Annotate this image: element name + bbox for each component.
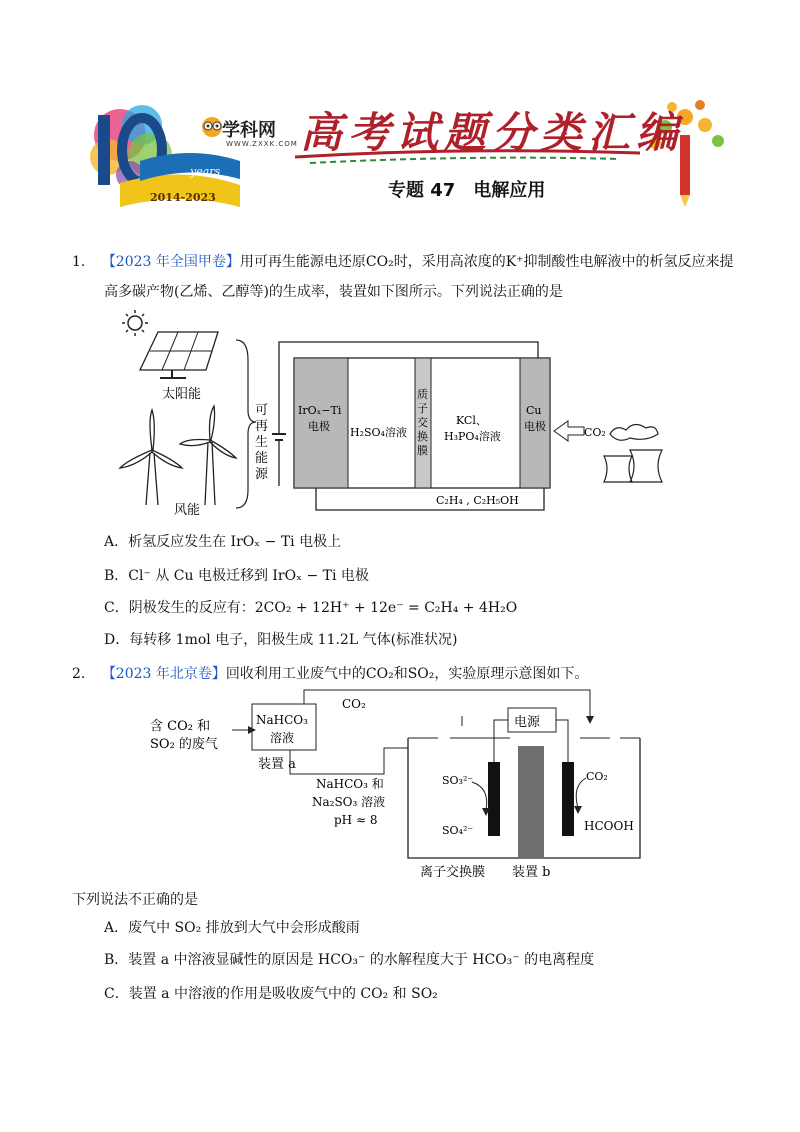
- co2-inlet-arrow: [554, 421, 584, 441]
- waste-gas-label-2: SO₂ 的废气: [150, 737, 218, 752]
- co2-right-label: CO₂: [586, 770, 608, 783]
- question-number: 2.: [72, 666, 86, 682]
- feed-label-2: Na₂SO₃ 溶液: [312, 795, 386, 809]
- svg-text:交: 交: [417, 416, 428, 429]
- option-a[interactable]: A．废气中 SO₂ 排放到大气中会形成酸雨: [104, 920, 360, 936]
- svg-text:质: 质: [417, 388, 428, 401]
- products-label: C₂H₄ , C₂H₅OH: [436, 494, 519, 507]
- feed-label-3: pH ≈ 8: [334, 813, 378, 827]
- electrolysis-diagram-2: [140, 686, 680, 882]
- electrolysis-diagram-1: [110, 310, 670, 520]
- svg-text:源: 源: [255, 467, 269, 482]
- membrane-label: [417, 387, 428, 457]
- device-a-solution: NaHCO₃: [256, 713, 308, 727]
- solar-label: 太阳能: [162, 387, 202, 402]
- brace: [236, 340, 256, 508]
- option-c[interactable]: C．装置 a 中溶液的作用是吸收废气中的 CO₂ 和 SO₂: [104, 986, 438, 1002]
- feed-label: NaHCO₃ 和: [316, 777, 384, 791]
- cathode-label: Cu: [526, 404, 542, 417]
- right-solution-label: KCl、: [456, 414, 487, 427]
- right-solution-label-2: H₃PO₄溶液: [444, 430, 501, 443]
- solar-panel-icon: [140, 332, 218, 378]
- brand-name: 学科网: [222, 120, 276, 141]
- svg-text:生: 生: [255, 435, 269, 450]
- formic-acid-label: HCOOH: [584, 819, 634, 833]
- sun-icon: [122, 310, 148, 336]
- anode-label-2: 电极: [308, 420, 330, 433]
- svg-text:可: 可: [255, 403, 269, 418]
- ion-exchange-membrane: [518, 746, 544, 858]
- option-b[interactable]: B．装置 a 中溶液显碱性的原因是 HCO₃⁻ 的水解程度大于 HCO₃⁻ 的电离程度: [104, 952, 595, 968]
- cathode-electrode: [562, 762, 574, 836]
- brand-url: WWW.ZXXK.COM: [226, 140, 298, 148]
- series-title: 高考试题分类汇编: [300, 108, 685, 157]
- cathode-label-2: 电极: [524, 420, 546, 433]
- device-b-label: 装置 b: [512, 865, 551, 880]
- option-c[interactable]: C．阴极发生的反应有：2CO₂ + 12H⁺ + 12e⁻ = C₂H₄ + 4H₂O: [104, 600, 518, 616]
- sulfate-label: SO₄²⁻: [442, 824, 474, 837]
- svg-text:子: 子: [417, 402, 428, 415]
- left-solution-label: H₂SO₄溶液: [350, 426, 407, 439]
- question-number: 1.: [72, 254, 86, 270]
- power-source-label: 电源: [514, 715, 541, 730]
- option-b[interactable]: B．Cl⁻ 从 Cu 电极迁移到 IrOₓ − Ti 电极: [104, 568, 369, 584]
- sulfite-label: SO₃²⁻: [442, 774, 474, 787]
- question-source: 【2023 年北京卷】: [101, 666, 226, 682]
- question-text-line1: 用可再生能源电还原CO₂时，采用高浓度的K⁺抑制酸性电解液中的析氢反应来提: [239, 254, 734, 270]
- wind-turbine-icon: [120, 406, 236, 505]
- owl-logo-icon: [202, 117, 222, 137]
- question-text-line1: 回收利用工业废气中的CO₂和SO₂，实验原理示意图如下。: [225, 666, 589, 682]
- svg-text:能: 能: [255, 451, 269, 466]
- svg-text:膜: 膜: [417, 444, 428, 457]
- anode-label: IrOₓ−Ti: [298, 404, 342, 417]
- device-a-solution-2: 溶液: [270, 731, 295, 745]
- option-d[interactable]: D．每转移 1mol 电子，阳极生成 11.2L 气体(标准状况): [104, 632, 458, 648]
- question-text-line2: 高多碳产物(乙烯、乙醇等)的生成率，装置如下图所示。下列说法正确的是: [104, 284, 563, 300]
- renewable-label: [255, 403, 269, 482]
- anode-electrode: [488, 762, 500, 836]
- co2-label: CO₂: [584, 426, 606, 439]
- device-a-label: 装置 a: [258, 757, 296, 772]
- svg-text:再: 再: [255, 419, 269, 434]
- question-source: 【2023 年全国甲卷】: [101, 254, 240, 270]
- co2-top-label: CO₂: [342, 697, 366, 711]
- wind-label: 风能: [174, 503, 201, 518]
- option-a[interactable]: A．析氢反应发生在 IrOₓ − Ti 电极上: [104, 534, 342, 550]
- question-prompt: 下列说法不正确的是: [72, 892, 198, 908]
- membrane-label: 离子交换膜: [420, 865, 486, 880]
- years-label: years: [190, 165, 221, 178]
- svg-text:换: 换: [417, 430, 428, 443]
- cooling-tower-icon: [604, 424, 662, 482]
- topic-title: 专题 47 电解应用: [388, 180, 546, 201]
- waste-gas-label: 含 CO₂ 和: [150, 719, 211, 734]
- years-range: 2014-2023: [150, 191, 216, 204]
